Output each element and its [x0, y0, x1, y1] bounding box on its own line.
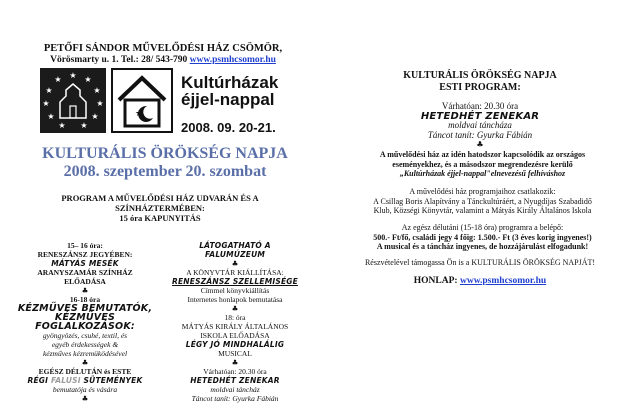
info-p3-line1: Az egész délutáni (15-18 óra) programra a belépő:	[401, 223, 564, 232]
right-library-heading: A KÖNYVTÁR KIÁLLÍTÁSA:	[186, 268, 284, 277]
evening-program	[340, 102, 620, 150]
right-museum-1: LÁTOGATHATÓ A	[199, 241, 271, 250]
evening-subtitle: ESTI PROGRAM:	[439, 82, 521, 93]
program-intro-line1: PROGRAM A MŰVELŐDÉSI HÁZ UDVARÁN ÉS A	[61, 193, 259, 203]
support-line: Részvételével támogassa Ön is a KULTURÁLIS ÖRÖKSÉG NAPJÁT!	[364, 258, 596, 267]
info-paragraph-1	[345, 150, 620, 179]
info-p1-line2: eseményekhez, és a másodszor megrendezésre kerülő	[392, 159, 573, 169]
org-website-link[interactable]: www.psmhcsomor.hu	[189, 55, 276, 65]
homepage-label: HONLAP:	[413, 276, 460, 286]
evening-title: KULTURÁLIS ÖRÖKSÉG NAPJA	[403, 70, 557, 81]
info-paragraph-2	[345, 187, 620, 216]
svg-text:★: ★	[45, 86, 53, 95]
club-icon: ♣	[81, 286, 89, 295]
evening-dance: moldvai táncháza	[448, 120, 512, 130]
club-icon: ♣	[231, 358, 239, 367]
svg-text:★: ★	[96, 99, 104, 108]
org-address: Vörösmarty u. 1. Tel.: 28/ 543-790	[50, 55, 188, 65]
svg-text:★: ★	[69, 71, 77, 80]
svg-text:★: ★	[54, 75, 62, 84]
right-school: MÁTYÁS KIRÁLY ÁLTALÁNOS	[181, 322, 289, 331]
event-date: 2008. szeptember 20. szombat	[63, 163, 267, 180]
right-musical-title: LÉGY JÓ MINDHALÁLIG	[185, 340, 285, 349]
club-icon: ♣	[81, 358, 89, 367]
homepage-link[interactable]: www.psmhcsomor.hu	[459, 276, 547, 286]
info-p2-line3: Klub, Községi Könyvtár, valamint a Mátyás Király Általános Iskola	[373, 206, 592, 215]
right-internet: Internetes honlapok bemutatása	[187, 295, 283, 304]
left-time-2: 16-18 óra	[69, 295, 101, 304]
event-title: KULTURÁLIS ÖRÖKSÉG NAPJA	[42, 145, 288, 162]
left-pastries-desc: bemutatója és vására	[52, 385, 118, 394]
program-intro	[40, 193, 280, 223]
svg-text:★: ★	[47, 112, 55, 121]
program-intro-line2: SZÍNHÁZTERMÉBEN:	[115, 203, 205, 213]
logo-date: 2008. 09. 20-21.	[181, 120, 276, 135]
program-left-column	[15, 241, 155, 403]
left-pastries-c: SÜTEMÉNYEK	[80, 376, 143, 385]
left-craft-title-2: KÉZMŰVES	[54, 312, 116, 323]
info-p3-line2: 500.- Ft/fő, családi jegy 4 főig: 1.500.- Ft (3 éves korig ingyenes!)	[373, 232, 592, 242]
right-museum-2: FALUMÚZEUM	[204, 250, 266, 259]
eu-stars-logo	[40, 68, 106, 133]
info-p1-line3: „Kultúrházak éjjel-nappal"elnevezésű felhíváshoz	[399, 169, 566, 178]
right-exhibition: Címmel könyvkiállítás	[200, 286, 270, 295]
right-musical: MUSICAL	[218, 349, 252, 358]
club-icon: ♣	[231, 259, 239, 268]
house-moon-logo	[111, 68, 173, 133]
org-address-line	[18, 55, 308, 65]
logo-title-line1: Kultúrházak	[181, 73, 279, 92]
left-craft-title-3: FOGLALKOZÁSOK:	[35, 321, 135, 332]
program-right-column	[155, 241, 315, 403]
left-craft-desc-1: gyöngyözés, csuhé, textil, és	[42, 331, 128, 340]
evening-time: Várhatóan: 20.30 óra	[441, 101, 519, 111]
evening-band: HETEDHÉT ZENEKAR	[420, 110, 540, 122]
right-teacher: Táncot tanít: Gyurka Fábián	[191, 394, 279, 403]
left-craft-desc-3: kézműves kézremüködésével	[42, 349, 128, 358]
club-icon: ♣	[231, 304, 239, 313]
left-pastries	[15, 376, 155, 385]
svg-text:★: ★	[80, 121, 88, 130]
svg-text:★: ★	[42, 99, 50, 108]
right-band: HETEDHÉT ZENEKAR	[190, 376, 280, 385]
left-show-title: MÁTYÁS MESÉK	[51, 259, 119, 268]
left-heading-1: RENESZÁNSZ JEGYÉBEN:	[37, 250, 133, 259]
right-renaissance: RENESZÁNSZ SZELLEMISÉGE	[172, 277, 298, 286]
left-time-1: 15– 16 óra:	[67, 241, 103, 250]
left-evening: EGÉSZ DÉLUTÁN és ESTE	[38, 367, 132, 376]
program-intro-line3: 15 óra KAPUNYITÁS	[119, 213, 201, 223]
left-craft-title: KÉZMŰVES BEMUTATÓK,	[17, 303, 153, 314]
right-school-perf: ISKOLA ELŐADÁSA	[200, 331, 270, 340]
svg-text:★: ★	[91, 112, 99, 121]
info-p1-line1: A művelődési ház az idén hatodszor kapcsolódik az országos	[379, 150, 586, 159]
svg-text:★: ★	[135, 108, 144, 118]
info-p2-line2: A Csillag Boris Alapítvány a Tánckultúráért, a Nyugdíjas Szabadidő	[373, 196, 592, 206]
info-p3-line3: A musical és a táncház ingyenes, de hozzájárulást elfogadunk!	[376, 242, 589, 251]
right-expected-time: Várhatóan: 20.30 óra	[203, 367, 267, 376]
svg-text:★: ★	[58, 121, 66, 130]
left-craft-desc-2: egyéb érdekességek &	[51, 340, 119, 349]
left-pastries-a: RÉGI	[27, 376, 51, 385]
org-name: PETŐFI SÁNDOR MŰVELŐDÉSI HÁZ CSÖMÖR,	[43, 43, 283, 54]
evening-teacher: Táncot tanít: Gyurka Fábián	[427, 129, 533, 140]
right-dance: moldvai táncház	[210, 385, 260, 394]
logo-title	[181, 74, 278, 108]
info-paragraph-3	[345, 223, 620, 252]
left-theatre: ARANYSZAMÁR SZÍNHÁZ	[37, 268, 133, 277]
left-performance: ELŐADÁSA	[64, 277, 106, 286]
homepage-line	[340, 276, 620, 286]
club-icon: ♣	[81, 394, 89, 403]
svg-text:★: ★	[93, 86, 101, 95]
club-icon: ♣	[476, 140, 484, 149]
right-time-18: 18: óra	[224, 313, 246, 322]
left-pastries-b: FALUSI	[50, 376, 81, 385]
svg-text:★: ★	[84, 75, 92, 84]
info-p2-line1: A művelődési ház programjaihoz csatlakozik:	[409, 187, 556, 196]
logo-title-line2: éjjel-nappal	[181, 90, 275, 109]
